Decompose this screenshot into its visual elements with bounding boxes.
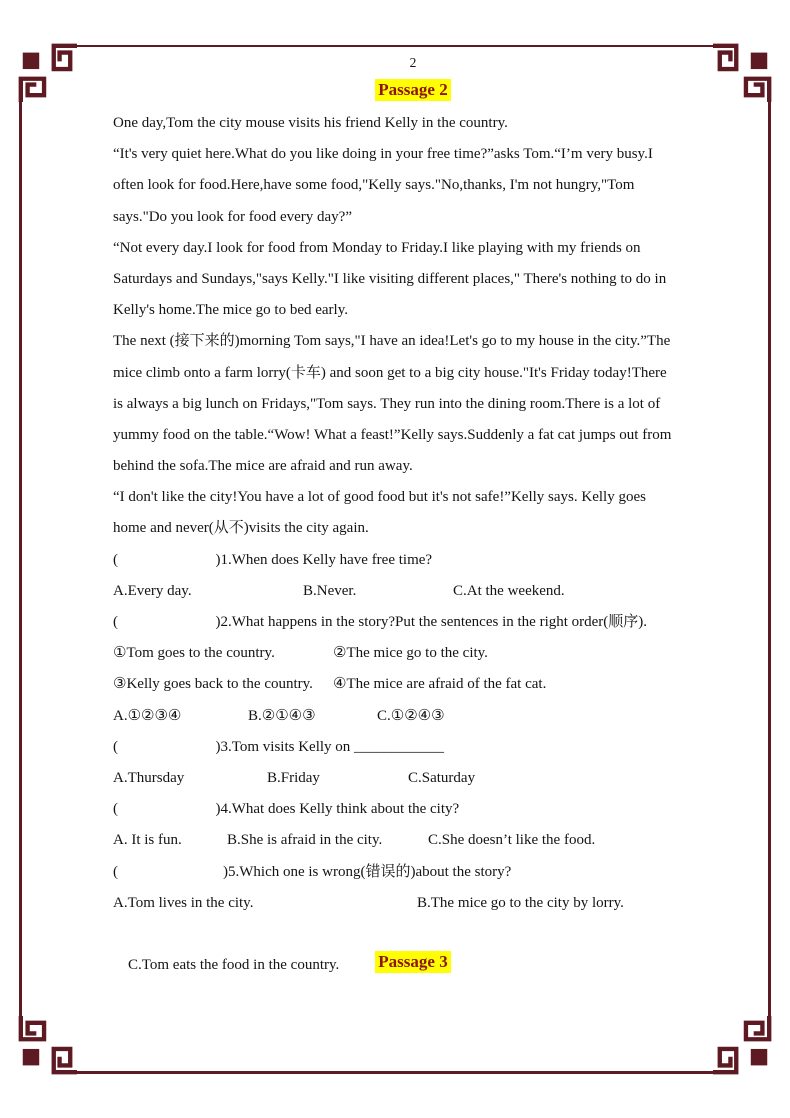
q3-option-b: B.Friday: [267, 769, 320, 786]
corner-ornament-top-left-icon: [15, 40, 77, 102]
corner-ornament-bottom-right-icon: [713, 1016, 775, 1078]
text-line: “I don't like the city!You have a lot of good food but it's not safe!”Kelly says. Kelly goes: [113, 489, 646, 506]
q2-option-a: A.①②③④: [113, 707, 182, 724]
text-line: “It's very quiet here.What do you like doing in your free time?”asks Tom.“I’m very busy.I: [113, 146, 653, 163]
question-2-items-row-1: [113, 638, 713, 669]
q4-option-c: C.She doesn’t like the food.: [428, 832, 596, 849]
q4-option-b: B.She is afraid in the city.: [227, 832, 383, 849]
text-line: home and never(从不)visits the city again.: [113, 520, 369, 537]
text-line: “Not every day.I look for food from Monday to Friday.I like playing with my friends on: [113, 239, 641, 256]
page-number: 2: [409, 55, 417, 70]
question-2-items-row-2: [113, 669, 713, 700]
text-line: behind the sofa.The mice are afraid and run away.: [113, 458, 413, 475]
q5-option-b: B.The mice go to the city by lorry.: [417, 894, 624, 911]
text-line: yummy food on the table.“Wow! What a feast!”Kelly says.Suddenly a fat cat jumps out from: [113, 426, 672, 443]
q2-option-c: C.①②④③: [377, 707, 445, 724]
q2-option-b: B.②①④③: [248, 707, 316, 724]
text-line: Saturdays and Sundays,"says Kelly."I like visiting different places," There's nothing to do in: [113, 270, 667, 287]
corner-ornament-top-right-icon: [713, 40, 775, 102]
corner-ornament-bottom-left-icon: [15, 1016, 77, 1078]
q1-option-c: C.At the weekend.: [453, 582, 565, 599]
text-line: mice climb onto a farm lorry(卡车) and soon get to a big city house."It's Friday today!There: [113, 364, 667, 381]
border-line-right: [768, 100, 771, 1018]
text-line: The next (接下来的)morning Tom says,"I have an idea!Let's go to my house in the city.”The: [113, 333, 671, 350]
border-line-top: [76, 45, 714, 48]
passage3-heading: Passage 3: [375, 951, 450, 973]
q3-option-a: A.Thursday: [113, 769, 185, 786]
text-line: Kelly's home.The mice go to bed early.: [113, 302, 348, 319]
question-1-options-row: [113, 576, 713, 607]
text-line: often look for food.Here,have some food,"Kelly says."No,thanks, I'm not hungry,"Tom: [113, 177, 635, 194]
question-3-options-row: [113, 763, 713, 794]
q2-item-3: ③Kelly goes back to the country.: [113, 676, 313, 693]
q1-option-a: A.Every day.: [113, 582, 192, 599]
q1-option-b: B.Never.: [303, 582, 357, 599]
passage2-heading-row: [113, 79, 713, 102]
question-5-prompt: ( )5.Which one is wrong(错误的)about the story?: [113, 863, 512, 880]
text-line: is always a big lunch on Fridays,"Tom says. They run into the dining room.There is a lot of: [113, 395, 661, 412]
q2-item-2: ②The mice go to the city.: [333, 645, 488, 662]
question-5-options-row-1: [113, 888, 713, 919]
q5-option-a: A.Tom lives in the city.: [113, 894, 254, 911]
question-2-options-row: [113, 701, 713, 732]
passage-text: [113, 108, 713, 545]
question-3-prompt: ( )3.Tom visits Kelly on ____________: [113, 738, 445, 755]
question-1-prompt: ( )1.When does Kelly have free time?: [113, 551, 433, 568]
q3-option-c: C.Saturday: [408, 769, 476, 786]
passage2-heading: Passage 2: [375, 79, 450, 101]
text-line: One day,Tom the city mouse visits his friend Kelly in the country.: [113, 115, 508, 131]
q5-option-c: C.Tom eats the food in the country.: [128, 957, 340, 974]
q2-item-4: ④The mice are afraid of the fat cat.: [333, 676, 547, 693]
border-line-left: [19, 100, 22, 1018]
question-4-prompt: ( )4.What does Kelly think about the city?: [113, 801, 460, 818]
question-4-options-row: [113, 825, 713, 856]
q4-option-a: A. It is fun.: [113, 832, 182, 849]
border-line-bottom: [76, 1071, 714, 1074]
q2-item-1: ①Tom goes to the country.: [113, 645, 275, 662]
document-content: [113, 55, 713, 974]
text-line: says."Do you look for food every day?”: [113, 208, 352, 225]
question-2-prompt: ( )2.What happens in the story?Put the sentences in the right order(顺序).: [113, 614, 648, 630]
